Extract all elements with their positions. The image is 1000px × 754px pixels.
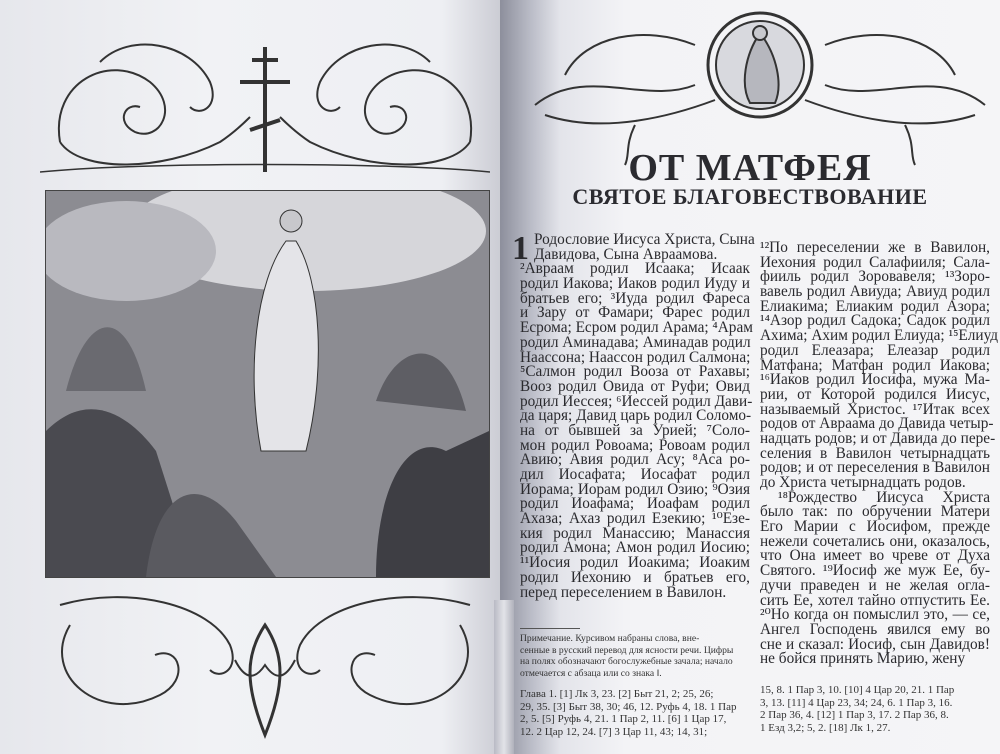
text-line: родил Елеазара; Елеазар родил <box>760 341 990 359</box>
text-line: Родословие Иисуса Христа, Сына <box>534 231 755 248</box>
text-column-right <box>760 239 999 668</box>
text-line: нежели сочетались они, оказалось, <box>760 532 990 550</box>
text-line: сить Ее, хотел тайно отпустить Ее. <box>760 591 990 609</box>
cross-references-left <box>520 688 736 738</box>
text-line: дучи праведен и не желая огла- <box>760 576 990 594</box>
bookmark-ribbon <box>494 600 514 754</box>
text-line: на полях обозначают богослужебные зачала; начало <box>520 656 733 667</box>
text-line: Матфана; Матфан родил Иакова; <box>760 356 990 374</box>
text-line: Ахаза; Ахаз родил Езекию; ¹⁰Езе- <box>520 510 750 528</box>
text-line: родил Иессея; ⁶Иессей родил Дави- <box>520 392 753 410</box>
text-line: Святого. ¹⁹Иосиф же муж Ее, бу- <box>760 562 990 580</box>
text-line: Иорама; Иорам родил Озию; ⁹Озия <box>520 480 750 498</box>
text-line: родов; и от переселения в Вавилон <box>760 459 990 477</box>
text-line: фииль родил Зоровавеля; ¹³Зоро- <box>760 268 990 286</box>
text-line: Его Марии с Иосифом, прежде <box>760 518 990 536</box>
text-line: братьев его; ³Иуда родил Фареса <box>520 289 750 307</box>
text-line: дил Иосафата; Иосафат родил <box>520 466 750 483</box>
text-line: Авию; Авия родил Асу; ⁸Аса ро- <box>520 451 750 469</box>
text-line: 2, 5. [5] Руфь 4, 21. 1 Пар 2, 11. [6] 1 Цар 17, <box>520 713 727 725</box>
text-line: ²⁰Но когда он помыслил это, — се, <box>760 606 990 624</box>
text-line: сенные в русский перевод для ясности речи. Цифры <box>520 644 734 656</box>
text-line: перед переселением в Вавилон. <box>520 583 727 601</box>
text-line: до Христа четырнадцать родов. <box>760 474 966 491</box>
text-line: 2 Пар 36, 4. [12] 1 Пар 3, 17. 2 Пар 36, 8. <box>760 709 949 721</box>
text-line: родов от Авраама до Давида четыр- <box>760 415 994 433</box>
book-subtitle: СВЯТОЕ БЛАГОВЕСТВОВАНИЕ <box>572 184 928 209</box>
text-line: что Она имеет во чреве от Духа <box>760 547 990 565</box>
text-line: ¹⁴Азор родил Садока; Садок родил <box>760 312 990 330</box>
text-line: Давидова, Сына Авраамова. <box>534 245 718 263</box>
text-line: 12. 2 Цар 12, 24. [7] 3 Цар 11, 43; 14, 31; <box>520 725 708 738</box>
text-line: отмечается с абзаца или со знака ‖. <box>520 667 662 679</box>
text-line: ¹⁶Иаков родил Иосифа, мужа Ма- <box>760 371 990 389</box>
text-line: 3, 13. [11] 4 Цар 23, 34; 24, 6. 1 Пар 3, 16. <box>760 696 953 709</box>
text-line: родил Иоафама; Иоафам родил <box>520 495 750 513</box>
text-line: на от бывшей за Урией; ⁷Соло- <box>520 421 750 439</box>
book-title: ОТ МАТФЕЯ <box>628 147 872 189</box>
ornament-bottom-left <box>40 585 490 750</box>
footnote-divider <box>520 628 580 629</box>
text-line: ¹⁸Рождество Иисуса Христа <box>778 488 990 506</box>
text-line: родил Иакова; Иаков родил Иуду и <box>520 275 750 293</box>
text-line: надцать родов; и от Давида до пере- <box>760 429 996 447</box>
text-line: кия родил Манассию; Манассия <box>520 524 750 542</box>
text-line: родил Иехонию и братьев его, <box>520 568 750 586</box>
text-line: 1 Езд 3,2; 5, 2. [18] Лк 1, 27. <box>760 721 891 734</box>
text-line: было так: по обручении Матери <box>760 503 990 521</box>
text-line: Есрома; Есром родил Арама; ⁴Арам <box>520 319 753 337</box>
chapter-number: 1 <box>512 230 529 267</box>
text-line: 15, 8. 1 Пар 3, 10. [10] 4 Цар 20, 21. 1 Пар <box>760 684 955 696</box>
ornament-top-left <box>40 22 490 182</box>
text-line: Иехония родил Салафииля; Сала- <box>760 253 990 271</box>
text-line: Наассона; Наассон родил Салмона; <box>520 348 751 366</box>
text-line: сне и сказал: Иосиф, сын Давидов! <box>760 635 990 653</box>
text-line: ¹¹Иосия родил Иоакима; Иоаким <box>520 554 750 572</box>
cross-references-right <box>760 684 954 734</box>
text-line: Глава 1. [1] Лк 3, 23. [2] Быт 21, 2; 25, 26; <box>520 688 714 700</box>
text-line: не бойся принять Марию, жену <box>760 650 966 668</box>
text-line: родил Аминадава; Аминадав родил <box>520 333 751 351</box>
text-line: родил Амона; Амон родил Иосию; <box>520 539 750 557</box>
text-line: Вооз родил Овида от Руфи; Овид <box>520 377 750 395</box>
text-line: вавель родил Авиуда; Авиуд родил <box>760 283 990 301</box>
text-line: 29, 35. [3] Быт 38, 30; 46, 12. Руфь 4, 18. 1 Пар <box>520 700 737 713</box>
text-line: Ангел Господень явился ему во <box>760 620 990 638</box>
text-line: Примечание. Курсивом набраны слова, вне- <box>520 633 700 644</box>
text-line: Ахима; Ахим родил Елиуда; ¹⁵Елиуд <box>760 327 999 345</box>
text-line: ¹²По переселении же в Вавилон, <box>760 239 990 256</box>
text-line: мон родил Ровоама; Ровоам родил <box>520 436 750 454</box>
text-line: называемый Христос. ¹⁷Итак всех <box>760 400 990 418</box>
footnote-note <box>520 633 750 679</box>
text-line: ⁵Салмон родил Вооза от Рахавы; <box>520 363 750 381</box>
cross-icon <box>240 47 290 172</box>
text-line: Елиакима; Елиаким родил Азора; <box>760 297 990 315</box>
text-line: рии, от Которой родился Иисус, <box>760 385 990 403</box>
text-column-left <box>520 231 755 601</box>
text-line: и Зару от Фамари; Фарес родил <box>520 304 750 322</box>
text-line: да царя; Давид царь родил Соломо- <box>520 407 752 425</box>
engraving-ascension <box>45 190 490 578</box>
text-line: селения в Вавилон четырнадцать <box>760 444 990 462</box>
text-line: ²Авраам родил Исаака; Исаак <box>520 260 750 278</box>
